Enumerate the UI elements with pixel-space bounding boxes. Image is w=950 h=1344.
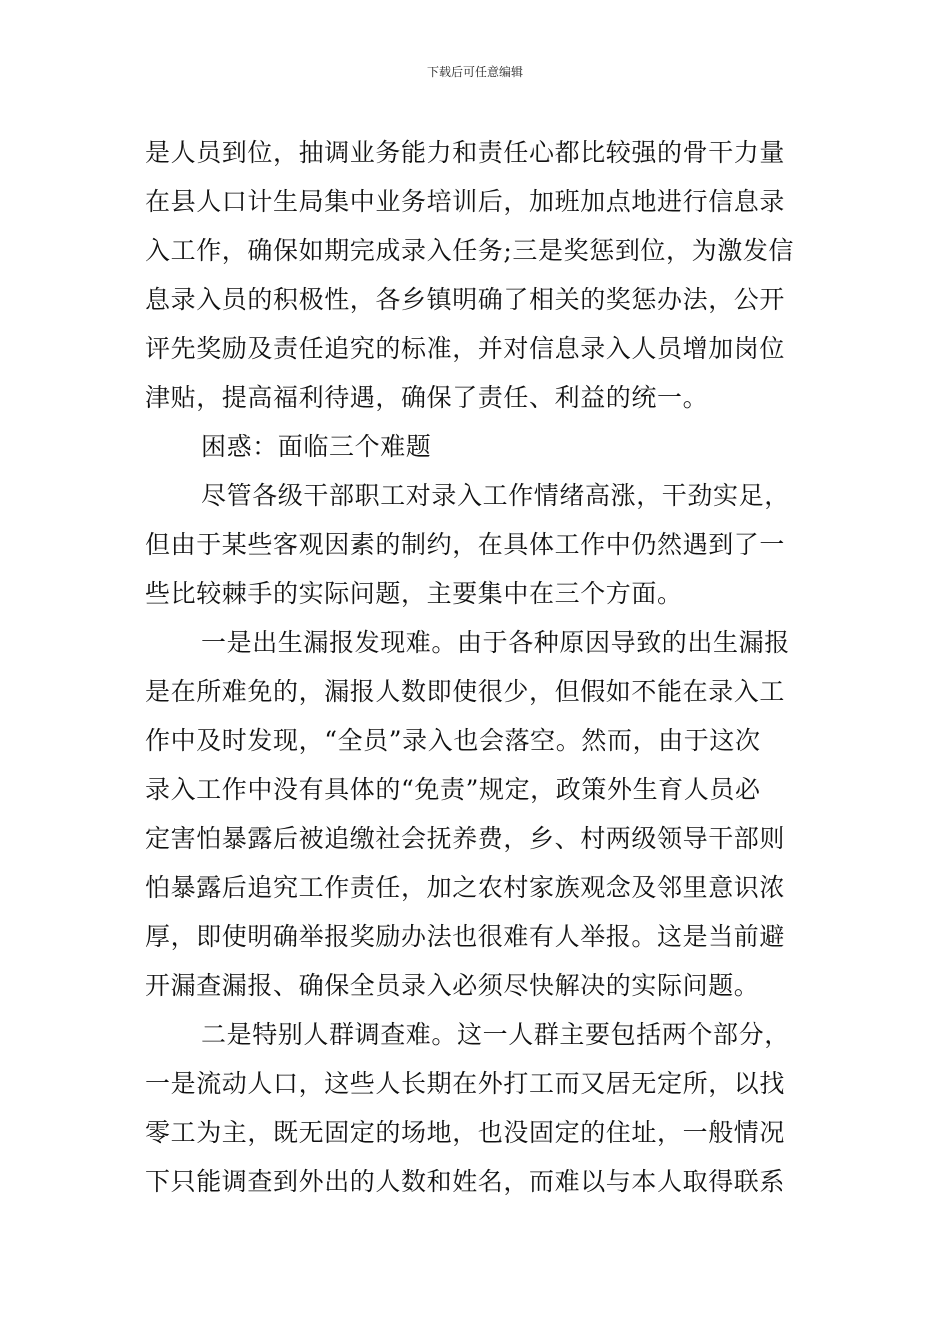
text-line: 下只能调查到外出的人数和姓名，而难以与本人取得联系 <box>145 1167 786 1196</box>
text-line: 息录入员的积极性，各乡镇明确了相关的奖惩办法，公开 <box>145 285 786 314</box>
section-heading: 困惑：面临三个难题 <box>201 432 432 461</box>
text-line: 在县人口计生局集中业务培训后，加班加点地进行信息录 <box>145 187 786 216</box>
document-body <box>145 128 807 1206</box>
text-line: 一是流动人口，这些人长期在外打工而又居无定所，以找 <box>145 1069 786 1098</box>
text-line: 零工为主，既无固定的场地，也没固定的住址，一般情况 <box>145 1118 786 1147</box>
text-line: 作中及时发现，“全员”录入也会落空。然而，由于这次 <box>145 726 761 755</box>
text-line: 入工作，确保如期完成录入任务;三是奖惩到位，为激发信 <box>145 236 795 265</box>
text-line: 怕暴露后追究工作责任，加之农村家族观念及邻里意识浓 <box>145 873 786 902</box>
text-line: 些比较棘手的实际问题，主要集中在三个方面。 <box>145 579 683 608</box>
text-line: 是在所难免的，漏报人数即使很少，但假如不能在录入工 <box>145 677 786 706</box>
text-line: 是人员到位，抽调业务能力和责任心都比较强的骨干力量 <box>145 138 786 167</box>
text-line: 二是特别人群调查难。这一人群主要包括两个部分， <box>201 1020 790 1049</box>
text-line: 开漏查漏报、确保全员录入必须尽快解决的实际问题。 <box>145 971 760 1000</box>
text-line: 录入工作中没有具体的“免责”规定，政策外生育人员必 <box>145 775 761 804</box>
text-line: 尽管各级干部职工对录入工作情绪高涨，干劲实足， <box>201 481 790 510</box>
text-line: 津贴，提高福利待遇，确保了责任、利益的统一。 <box>145 383 709 412</box>
text-line: 定害怕暴露后被追缴社会抚养费，乡、村两级领导干部则 <box>145 824 786 853</box>
text-line: 一是出生漏报发现难。由于各种原因导致的出生漏报 <box>201 628 790 657</box>
text-line: 但由于某些客观因素的制约，在具体工作中仍然遇到了一 <box>145 530 786 559</box>
text-line: 评先奖励及责任追究的标准，并对信息录入人员增加岗位 <box>145 334 786 363</box>
text-line: 厚，即使明确举报奖励办法也很难有人举报。这是当前避 <box>145 922 786 951</box>
page-header: 下载后可任意编辑 <box>426 65 523 79</box>
